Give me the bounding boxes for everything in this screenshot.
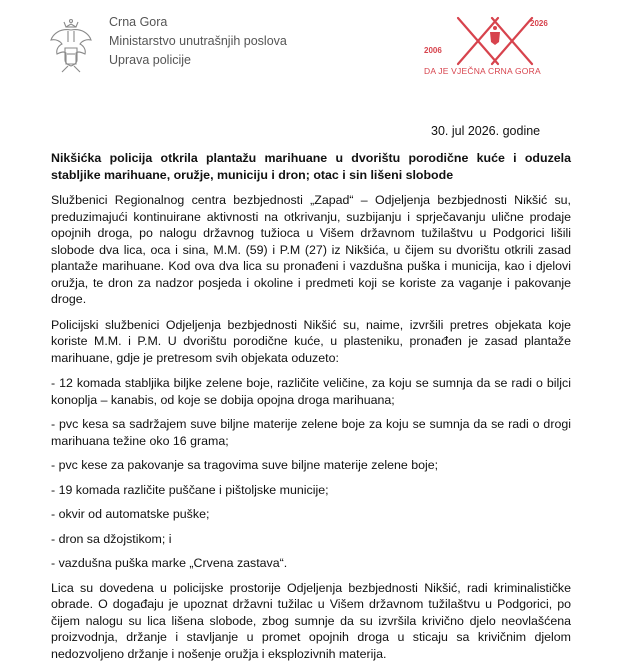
org-ministry: Ministarstvo unutrašnjih poslova [109,34,287,48]
seized-item: - okvir od automatske puške; [51,507,210,521]
seized-item: - 12 komada stabljika biljke zelene boje, različite veličine, za koju se sumnja da se radi o biljci konoplja – kanabis, od koje se dobija opojna droga marihuana; [51,376,571,407]
seized-item: - pvc kese za pakovanje sa tragovima suve biljne materije zelene boje; [51,458,439,472]
seized-item: - vazdušna puška marke „Crvena zastava“. [51,556,288,570]
paragraph-search: Policijski službenici Odjeljenja bezbjednosti Nikšić su, naime, izvršili pretres objekata koje koriste M.M. i P.M. U dvorištu porodične kuće, u plasteniku, pronađen je zasad plantaže marihuane, gdje je pretresom svih objekata oduzeto: [51,317,571,365]
organization-name [109,13,287,70]
document-title: Nikšićka policija otkrila plantažu marihuane u dvorištu porodične kuće i oduzela stabljike marihuane, oružje, municiju i dron; otac i sin lišeni slobode [51,151,571,182]
org-country: Crna Gora [109,15,168,29]
seized-item: - pvc kesa sa sadržajem suve biljne materije zelene boje za koju se sumnja da se radi o drogi marihuana težine oko 16 grama; [51,417,571,448]
jubilee-year-end: 2026 [530,19,548,28]
letterhead [0,0,621,110]
seized-item: - dron sa džojstikom; i [51,531,172,546]
paragraph-conclusion: Lica su dovedena u policijske prostorije Odjeljenja bezbjednosti Nikšić, radi kriminalističke obrade. O događaju je upoznat državni tužilac u Višem državnom tužilaštvu u Podgorici, po čijem nalogu su lica lišena slobode, zbog sumnje da su izvršila krivično djelo neovlašćena proizvodnja, držanje i stavljanje u promet opojnih droga u sticaju sa krivičnim djelom nedozvoljeno držanje i nošenje oružja i eksplozivnih materija. [51,580,571,661]
jubilee-year-start: 2006 [424,46,442,55]
jubilee-tagline: DA JE VJEČNA CRNA GORA [424,66,541,76]
seized-item: - 19 komada različite puščane i pištoljske municije; [51,482,329,497]
document-date: 30. jul 2026. godine [431,124,541,138]
montenegro-coat-of-arms-icon [48,18,94,76]
org-police: Uprava policije [109,53,191,67]
document-body [51,150,571,671]
paragraph-intro: Službenici Regionalnog centra bezbjednosti „Zapad“ – Odjeljenja bezbjednosti Nikšić su, preduzimajući kontinuirane aktivnosti na otkrivanju, suzbijanju i sprječavanju ulične prodaje opojnih droga, po nalogu državnog tužioca u Višem državnom tužilaštvu u Podgorici lišili slobode dva lica, oca i sina, M.M. (59) i P.M (27) iz Nikšića, u čijem su dvorištu otkrili zasad plantaže marihuane. Kod ova dva lica su pronađeni i vazdušna puška i municija, kao i djelovi oružja, te dron za nadzor posjeda i okoline i predmeti koji se koriste za vaganje i pakovanje droge. [51,193,571,306]
